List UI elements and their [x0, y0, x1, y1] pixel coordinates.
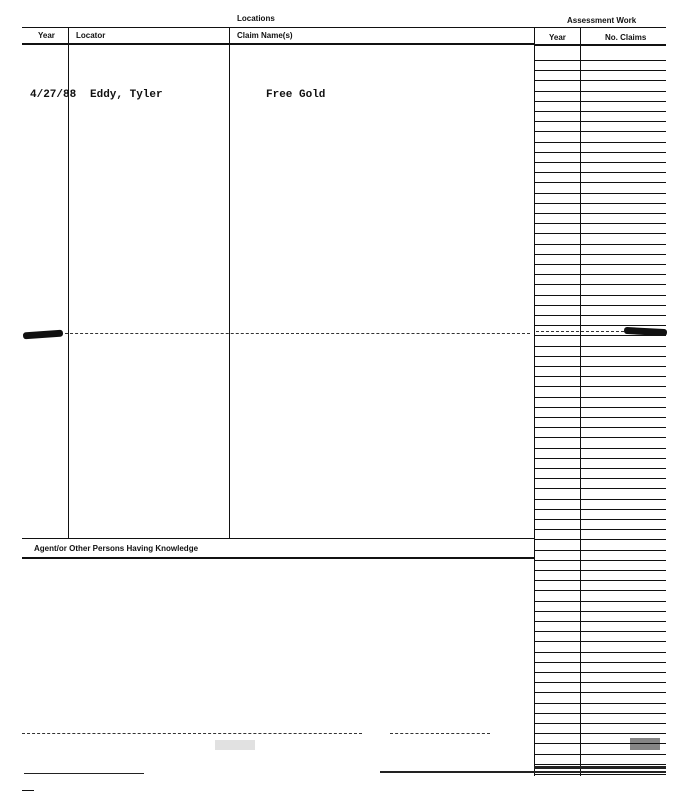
assessment-row-line — [534, 590, 666, 591]
assessment-row-line — [534, 233, 666, 234]
assessment-row-line — [534, 305, 666, 306]
assessment-row-line — [534, 203, 666, 204]
assessment-row-line — [534, 652, 666, 653]
assessment-row-line — [534, 376, 666, 377]
scan-artifact-tick — [22, 790, 34, 791]
scan-artifact-smudge — [630, 738, 660, 750]
assessment-row-line — [534, 80, 666, 81]
locations-header: Locations — [237, 14, 275, 23]
header-underline — [22, 43, 534, 45]
assessment-row-line — [534, 335, 666, 336]
assessment-row-line — [534, 641, 666, 642]
assessment-left-border — [534, 28, 535, 776]
assessment-row-line — [534, 111, 666, 112]
assessment-row-line — [534, 182, 666, 183]
assessment-row-line — [534, 274, 666, 275]
assessment-row-line — [534, 284, 666, 285]
assessment-row-line — [534, 315, 666, 316]
assessment-work-header: Assessment Work — [567, 16, 637, 25]
assessment-row-line — [534, 692, 666, 693]
assessment-row-line — [534, 397, 666, 398]
agent-section-top-rule — [22, 538, 534, 539]
assessment-row-line — [534, 346, 666, 347]
assessment-row-line — [534, 437, 666, 438]
entry-claim-name: Free Gold — [266, 89, 326, 101]
assessment-row-line — [534, 703, 666, 704]
assessment-row-line — [534, 162, 666, 163]
assessment-row-line — [534, 570, 666, 571]
assessment-row-line — [534, 458, 666, 459]
scan-artifact-noise — [534, 766, 666, 769]
assessment-row-line — [534, 427, 666, 428]
assessment-row-line — [534, 264, 666, 265]
scan-artifact-noise — [24, 773, 144, 774]
assessment-row-line — [534, 254, 666, 255]
agent-section-label: Agent/or Other Persons Having Knowledge — [34, 544, 199, 553]
assessment-row-line — [534, 672, 666, 673]
assessment-row-line — [534, 121, 666, 122]
assessment-row-line — [534, 142, 666, 143]
assessment-row-line — [534, 621, 666, 622]
fold-line — [60, 333, 530, 334]
assessment-row-line — [534, 417, 666, 418]
assessment-row-line — [534, 713, 666, 714]
assessment-row-line — [534, 213, 666, 214]
assessment-row-line — [534, 580, 666, 581]
assessment-row-line — [534, 223, 666, 224]
assessment-row-line — [534, 499, 666, 500]
assessment-row-line — [534, 743, 666, 744]
col-year-header: Year — [38, 31, 55, 40]
assessment-row-line — [534, 152, 666, 153]
assessment-row-line — [534, 754, 666, 755]
assessment-row-line — [534, 682, 666, 683]
locator-claims-divider — [229, 28, 230, 538]
year-locator-divider — [68, 28, 69, 538]
scan-artifact-smudge — [215, 740, 255, 750]
assessment-row-line — [534, 478, 666, 479]
assessment-middle-divider — [580, 28, 581, 776]
agent-section-underline — [22, 557, 534, 559]
col-no-claims-header: No. Claims — [605, 33, 647, 42]
assessment-row-line — [534, 631, 666, 632]
assessment-row-line — [534, 407, 666, 408]
assessment-row-line — [534, 662, 666, 663]
fold-line-right — [536, 331, 624, 332]
top-rule — [22, 27, 666, 28]
assessment-row-line — [534, 70, 666, 71]
assessment-row-line — [534, 774, 666, 775]
assessment-row-line — [534, 366, 666, 367]
assessment-row-line — [534, 550, 666, 551]
col-claim-names-header: Claim Name(s) — [237, 31, 293, 40]
assessment-row-line — [534, 539, 666, 540]
assessment-row-line — [534, 131, 666, 132]
left-punch-mark — [23, 330, 63, 340]
assessment-row-line — [534, 172, 666, 173]
assessment-row-line — [534, 448, 666, 449]
assessment-row-line — [534, 325, 666, 326]
assessment-row-line — [534, 509, 666, 510]
assessment-row-line — [534, 60, 666, 61]
assessment-row-line — [534, 560, 666, 561]
assessment-row-line — [534, 488, 666, 489]
assessment-row-line — [534, 611, 666, 612]
assessment-row-line — [534, 733, 666, 734]
assessment-row-line — [534, 764, 666, 765]
assessment-row-line — [534, 356, 666, 357]
assessment-row-line — [534, 723, 666, 724]
assessment-row-line — [534, 468, 666, 469]
entry-year: 4/27/88 — [30, 89, 77, 101]
assessment-row-line — [534, 101, 666, 102]
assessment-row-line — [534, 295, 666, 296]
assessment-row-line — [534, 244, 666, 245]
col-assess-year-header: Year — [549, 33, 566, 42]
col-locator-header: Locator — [76, 31, 106, 40]
scan-artifact-line — [390, 733, 490, 734]
scan-artifact-noise — [380, 771, 666, 773]
assessment-row-line — [534, 193, 666, 194]
assessment-row-line — [534, 601, 666, 602]
assessment-row-line — [534, 529, 666, 530]
assessment-header-underline — [534, 44, 666, 46]
scan-artifact-line — [22, 733, 362, 734]
assessment-row-line — [534, 386, 666, 387]
assessment-row-line — [534, 519, 666, 520]
entry-locator: Eddy, Tyler — [90, 89, 163, 101]
assessment-row-line — [534, 91, 666, 92]
